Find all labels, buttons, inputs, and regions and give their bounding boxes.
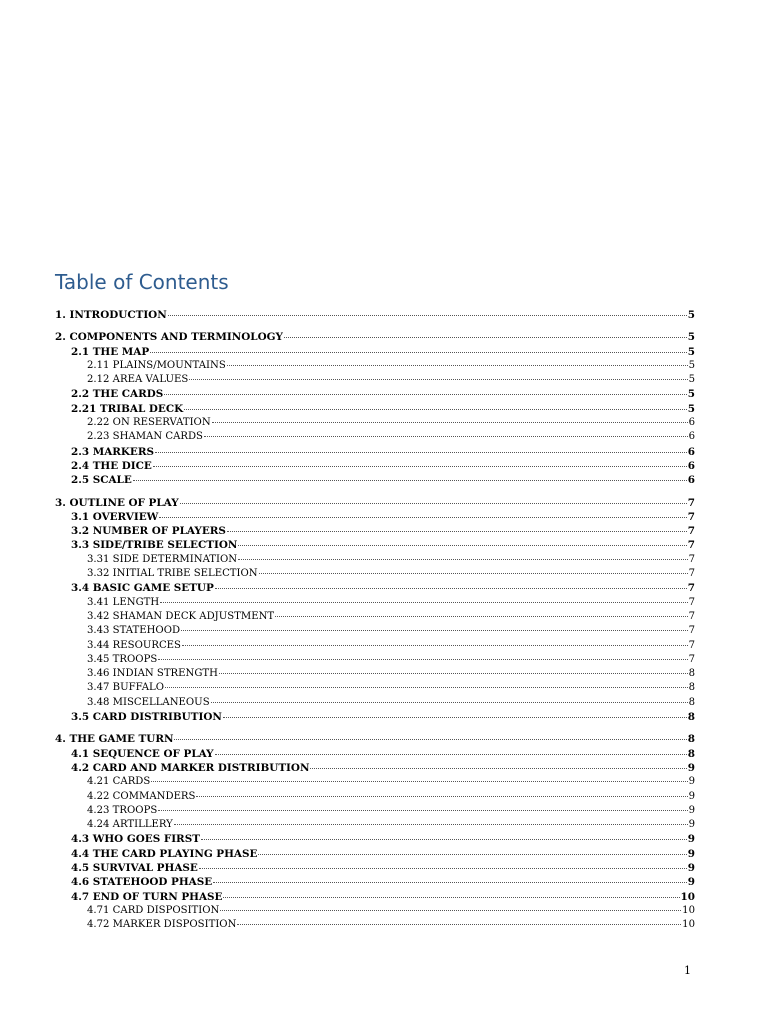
dot-leader [258, 854, 686, 855]
toc-entry-label: 2.23 SHAMAN CARDS [87, 431, 203, 443]
toc-entry-page: 7 [688, 568, 695, 580]
toc-entry-label: 4.6 STATEHOOD PHASE [71, 876, 213, 889]
toc-entry[interactable] [55, 373, 695, 387]
dot-leader [165, 687, 688, 688]
dot-leader [189, 379, 687, 380]
dot-leader [181, 630, 688, 631]
dot-leader [204, 436, 688, 437]
toc-entry[interactable] [55, 667, 695, 681]
toc-entry[interactable] [55, 624, 695, 638]
toc-entry-page: 7 [688, 653, 695, 665]
toc-entry[interactable] [55, 459, 695, 473]
toc-entry-label: 4.24 ARTILLERY [87, 819, 173, 831]
dot-leader [158, 659, 687, 660]
toc-entry[interactable] [55, 790, 695, 804]
dot-leader [180, 503, 687, 504]
toc-entry-page: 7 [687, 525, 695, 538]
toc-entry-page: 7 [687, 510, 695, 523]
toc-entry[interactable] [55, 538, 695, 552]
toc-entry[interactable] [55, 818, 695, 832]
dot-leader [310, 768, 686, 769]
toc-entry[interactable] [55, 847, 695, 861]
toc-entry[interactable] [55, 445, 695, 459]
toc-entry-label: 4.72 MARKER DISPOSITION [87, 919, 237, 931]
dot-leader [223, 897, 679, 898]
toc-entry-page: 8 [688, 682, 695, 694]
toc-entry[interactable] [55, 430, 695, 444]
dot-leader [227, 365, 688, 366]
toc-entry-label: 3.4 BASIC GAME SETUP [71, 582, 214, 595]
toc-entry[interactable] [55, 402, 695, 416]
toc-entry-page: 9 [688, 790, 695, 802]
toc-entry-label: 2.1 THE MAP [71, 345, 150, 358]
toc-entry[interactable] [55, 596, 695, 610]
toc-entry-label: 3.48 MISCELLANEOUS [87, 696, 210, 708]
toc-entry-page: 9 [688, 776, 695, 788]
toc-entry-label: 2.5 SCALE [71, 474, 132, 487]
dot-leader [223, 717, 687, 718]
toc-entry-page: 6 [688, 417, 695, 429]
toc-entry[interactable] [55, 416, 695, 430]
toc-entry-page: 10 [680, 890, 695, 903]
toc-entry[interactable] [55, 567, 695, 581]
toc-entry-page: 9 [687, 861, 695, 874]
toc-entry[interactable] [55, 775, 695, 789]
dot-leader [220, 910, 681, 911]
dot-leader [199, 868, 687, 869]
dot-leader [238, 545, 686, 546]
toc-entry-page: 9 [687, 761, 695, 774]
dot-leader [174, 739, 686, 740]
toc-entry-label: 3.1 OVERVIEW [71, 510, 159, 523]
toc-entry[interactable] [55, 875, 695, 889]
toc-entry-label: 2.12 AREA VALUES [87, 374, 189, 386]
toc-entry-page: 7 [687, 496, 695, 509]
toc-entry[interactable] [55, 804, 695, 818]
toc-entry-label: 4.3 WHO GOES FIRST [71, 833, 200, 846]
toc-entry-label: 4.7 END OF TURN PHASE [71, 890, 223, 903]
dot-leader [158, 810, 687, 811]
toc-entry[interactable] [55, 345, 695, 359]
toc-entry-label: 3.32 INITIAL TRIBE SELECTION [87, 568, 258, 580]
page-title: Table of Contents [55, 270, 229, 294]
toc-entry[interactable] [55, 832, 695, 846]
dot-leader [237, 924, 681, 925]
toc-entry-page: 5 [688, 359, 695, 371]
dot-leader [150, 352, 687, 353]
toc-entry-label: 2.3 MARKERS [71, 445, 154, 458]
toc-entry-label: 2.2 THE CARDS [71, 388, 164, 401]
dot-leader [168, 315, 687, 316]
dot-leader [211, 702, 688, 703]
toc-entry-label: 4.21 CARDS [87, 776, 151, 788]
dot-leader [164, 394, 687, 395]
dot-leader [284, 337, 687, 338]
toc-entry-label: 4.71 CARD DISPOSITION [87, 904, 220, 916]
toc-entry-page: 8 [687, 711, 695, 724]
dot-leader [133, 480, 687, 481]
toc-entry-label: 3.45 TROOPS [87, 653, 158, 665]
toc-entry-label: 3.42 SHAMAN DECK ADJUSTMENT [87, 610, 275, 622]
toc-entry-label: 3.5 CARD DISTRIBUTION [71, 711, 222, 724]
toc-entry-page: 5 [687, 402, 695, 415]
dot-leader [215, 588, 687, 589]
toc-entry-page: 9 [688, 819, 695, 831]
toc-entry-label: 2. COMPONENTS AND TERMINOLOGY [55, 331, 283, 344]
toc-entry[interactable] [55, 761, 695, 775]
toc-entry[interactable] [55, 890, 695, 904]
dot-leader [259, 573, 688, 574]
toc-entry-page: 9 [688, 804, 695, 816]
toc-entry[interactable] [55, 553, 695, 567]
toc-entry-label: 3.44 RESOURCES [87, 639, 181, 651]
toc-entry-page: 6 [687, 474, 695, 487]
toc-entry-page: 5 [688, 374, 695, 386]
dot-leader [238, 559, 687, 560]
toc-entry-label: 4.2 CARD AND MARKER DISTRIBUTION [71, 761, 310, 774]
dot-leader [213, 882, 687, 883]
toc-entry-label: 3.46 INDIAN STRENGTH [87, 668, 218, 680]
toc-entry-label: 2.4 THE DICE [71, 459, 152, 472]
toc-entry-label: 4.5 SURVIVAL PHASE [71, 861, 198, 874]
toc-entry-label: 4.1 SEQUENCE OF PLAY [71, 747, 214, 760]
toc-entry-page: 5 [687, 331, 695, 344]
table-of-contents [55, 308, 695, 932]
toc-entry[interactable] [55, 496, 695, 510]
dot-leader [212, 422, 688, 423]
toc-entry-page: 9 [687, 876, 695, 889]
toc-entry-label: 3.41 LENGTH [87, 596, 160, 608]
toc-entry[interactable] [55, 330, 695, 344]
toc-entry[interactable] [55, 696, 695, 710]
toc-entry-page: 6 [687, 459, 695, 472]
toc-entry[interactable] [55, 524, 695, 538]
dot-leader [201, 839, 687, 840]
toc-entry[interactable] [55, 510, 695, 524]
toc-entry-page: 9 [687, 847, 695, 860]
toc-entry-page: 8 [688, 696, 695, 708]
toc-entry-page: 5 [687, 388, 695, 401]
toc-entry-page: 6 [688, 431, 695, 443]
toc-entry[interactable] [55, 747, 695, 761]
toc-entry-label: 4. THE GAME TURN [55, 733, 174, 746]
dot-leader [160, 602, 687, 603]
toc-entry[interactable] [55, 639, 695, 653]
toc-entry-label: 3.2 NUMBER OF PLAYERS [71, 525, 226, 538]
toc-entry-page: 7 [688, 596, 695, 608]
toc-entry-label: 1. INTRODUCTION [55, 309, 167, 321]
toc-entry-page: 10 [682, 919, 695, 931]
toc-entry-page: 7 [688, 610, 695, 622]
toc-entry-page: 7 [687, 582, 695, 595]
dot-leader [227, 531, 687, 532]
toc-entry-label: 2.11 PLAINS/MOUNTAINS [87, 359, 226, 371]
toc-entry-label: 4.23 TROOPS [87, 804, 158, 816]
toc-entry[interactable] [55, 308, 695, 322]
dot-leader [159, 517, 686, 518]
toc-entry-page: 7 [688, 625, 695, 637]
toc-entry-page: 5 [687, 345, 695, 358]
toc-entry[interactable] [55, 732, 695, 746]
dot-leader [219, 673, 688, 674]
dot-leader [174, 824, 688, 825]
dot-leader [275, 616, 687, 617]
dot-leader [215, 754, 687, 755]
toc-entry[interactable] [55, 581, 695, 595]
toc-entry[interactable] [55, 861, 695, 875]
toc-entry-page: 8 [688, 668, 695, 680]
toc-entry-label: 3.47 BUFFALO [87, 682, 165, 694]
dot-leader [153, 466, 687, 467]
toc-entry-page: 8 [687, 747, 695, 760]
toc-entry-page: 6 [687, 445, 695, 458]
toc-entry[interactable] [55, 387, 695, 401]
toc-entry-label: 3. OUTLINE OF PLAY [55, 496, 179, 509]
toc-entry[interactable] [55, 359, 695, 373]
toc-entry-page: 7 [688, 553, 695, 565]
toc-entry-label: 2.22 ON RESERVATION [87, 417, 211, 429]
toc-entry[interactable] [55, 610, 695, 624]
toc-entry-label: 3.43 STATEHOOD [87, 625, 181, 637]
toc-entry-page: 7 [687, 539, 695, 552]
toc-entry-page: 9 [687, 833, 695, 846]
dot-leader [196, 796, 687, 797]
toc-entry-label: 2.21 TRIBAL DECK [71, 402, 184, 415]
toc-entry-label: 4.4 THE CARD PLAYING PHASE [71, 847, 258, 860]
toc-entry-label: 3.3 SIDE/TRIBE SELECTION [71, 539, 238, 552]
toc-entry-page: 7 [688, 639, 695, 651]
dot-leader [155, 452, 687, 453]
toc-entry[interactable] [55, 653, 695, 667]
toc-entry[interactable] [55, 473, 695, 487]
dot-leader [184, 409, 687, 410]
toc-entry[interactable] [55, 710, 695, 724]
page-number: 1 [684, 964, 691, 977]
toc-entry[interactable] [55, 904, 695, 918]
toc-entry-label: 3.31 SIDE DETERMINATION [87, 553, 238, 565]
toc-entry[interactable] [55, 681, 695, 695]
toc-entry-label: 4.22 COMMANDERS [87, 790, 196, 802]
toc-entry-page: 8 [687, 733, 695, 746]
dot-leader [182, 645, 688, 646]
toc-entry-page: 5 [687, 309, 695, 321]
toc-entry[interactable] [55, 918, 695, 932]
dot-leader [151, 781, 687, 782]
toc-entry-page: 10 [682, 904, 695, 916]
